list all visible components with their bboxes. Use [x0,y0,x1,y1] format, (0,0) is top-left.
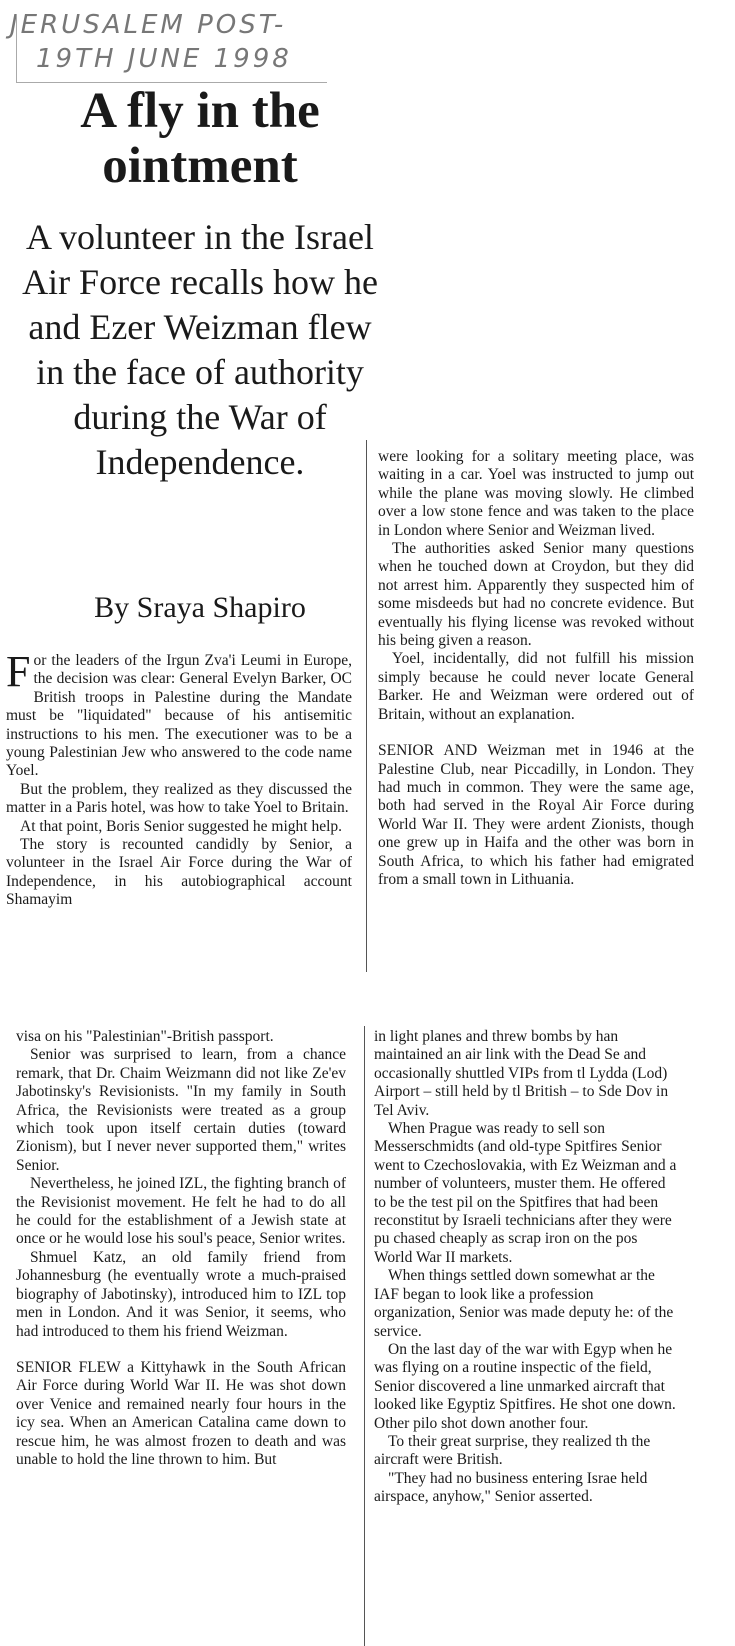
column-rule [364,1026,365,1646]
paragraph: Yoel, incidentally, did not fulfill his mission simply because he could never locate General Barker. He and Weizman were ordered out of Britain, without an explanation. [378,650,694,723]
note-line-1: JERUSALEM POST- [10,10,287,40]
paragraph: "They had no business entering Israe held airspace, anyhow," Senior asserted. [374,1469,648,1506]
column-bottom-left [16,1028,346,1646]
paragraph: Nevertheless, he joined IZL, the fighting branch of the Revisionist movement. He felt he had to do all he could for the establishment of a Jewish state at once or he would lose his soul's peace, Senior writes. [16,1175,346,1248]
paragraph: The story is recounted candidly by Senior, a volunteer in the Israel Air Force during the War of Independence, in his autobiographical account Shamayim [6,836,352,909]
paragraph-text: or the leaders of the Irgun Zva'i Leumi in Europe, the decision was clear: General Evelyn Barker, OC British troops in Palestine during the Mandate must be "liquidated" because of his antisemitic instructions to his men. The executioner was to be a young Palestinian Jew who answered to the code name Yoel. [6,652,352,780]
column-rule [366,440,367,972]
article-headline: A fly in the ointment [80,83,320,194]
paragraph: visa on his "Palestinian"-British passport. [16,1028,274,1045]
paragraph: When Prague was ready to sell son Messerschmidts (and old-type Spitfires Senior went to Czechoslovakia, with Ez Weizman and a number of volunteers, muster them. He offered to be the test pil on the Spitfires that had been reconstitut by Israeli technicians after they were pu chased cheaply as scrap iron on the pos World War II markets. [374,1120,677,1266]
paragraph: SENIOR AND Weizman met in 1946 at the Palestine Club, near Piccadilly, in London. They had much in common. They were the same age, both had served in the Royal Air Force during World War II. They were ardent Zionists, though one grew up in Haifa and the other was born in South Africa, to which his father had emigrated from a small town in Lithuania. [378,742,694,888]
paragraph: But the problem, they realized as they discussed the matter in a Paris hotel, was how to take Yoel to Britain. [6,780,352,817]
paragraph: On the last day of the war with Egyp when he was flying on a routine inspectic of the field, Senior discovered a line unmarked aircraft that looked like Egyptiz Spitfires. He shot one down. Other pilo shot down another four. [374,1340,676,1432]
paragraph: The authorities asked Senior many questions when he touched down at Croydon, but they did not arrest him. Apparently they suspected him of some misdeeds but had no concrete evidence. But eventually his flying license was revoked without his being given a reason. [378,540,694,650]
article-byline: By Sraya Shapiro [94,591,306,624]
paragraph: SENIOR FLEW a Kittyhawk in the South African Air Force during World War II. He was shot down over Venice and remained nearly four hours in the icy sea. When an American Catalina came down to rescue him, he was almost frozen to death and was unable to hold the line thrown to him. But [16,1358,346,1468]
paragraph: Shmuel Katz, an old family friend from Johannesburg (he eventually wrote a much-praised biography of Jabotinsky), introduced him to IZL top men in London. And it was Senior, it seems, who had introduced to them his friend Weizman. [16,1248,346,1340]
paragraph: When things settled down somewhat ar the IAF began to look like a profession organization, Senior was made deputy he: of the service. [374,1267,674,1340]
paragraph: To their great surprise, they realized th the aircraft were British. [374,1432,651,1469]
paragraph: maintained an air link with the Dead Se and occasionally shuttled VIPs from tl Lydda (Lod) Airport – still held by tl British – to Sde Dov in Tel Aviv. [374,1046,669,1119]
column-top-right [378,448,694,974]
paragraph [6,652,352,781]
drop-cap: F [6,652,31,696]
paragraph: Senior was surprised to learn, from a chance remark, that Dr. Chaim Weizmann did not like Ze'ev Jabotinsky's Revisionists. "In my family in South Africa, the Revisionists were treated as a group which took upon itself certain duties (toward Zionism), but I never never supported them," writes Senior. [16,1046,346,1174]
column-bottom-right [374,1028,678,1646]
column-top-left [6,652,352,974]
paragraph: in light planes and threw bombs by han [374,1028,619,1045]
handwritten-source-note [10,8,340,84]
note-box-rule [16,14,327,83]
article-deck: A volunteer in the Israel Air Force recalls how he and Ezer Weizman flew in the face of authority during the War of Independence. [22,217,378,482]
paragraph: were looking for a solitary meeting place, was waiting in a car. Yoel was instructed to jump out while the plane was moving slowly. He climbed over a low stone fence and was taken to the place in London where Senior and Weizman lived. [378,448,694,539]
note-line-2: 19TH JUNE 1998 [36,44,292,74]
paragraph: At that point, Boris Senior suggested he might help. [20,817,343,835]
